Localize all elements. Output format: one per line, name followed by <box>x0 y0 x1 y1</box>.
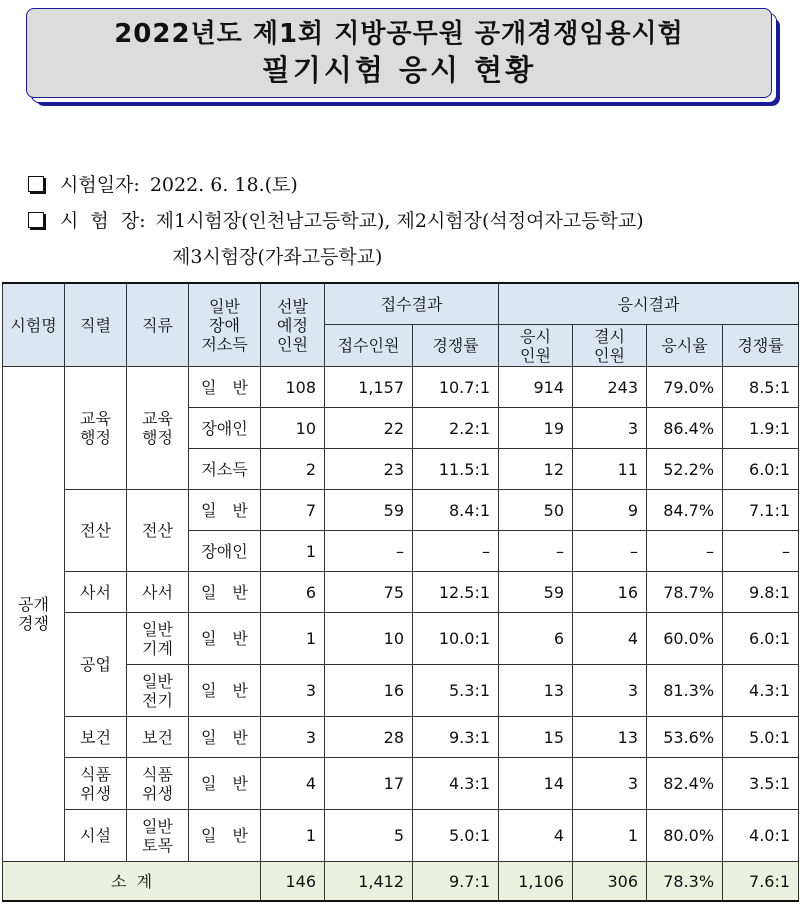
title-banner <box>26 8 786 106</box>
absent-cell: 3 <box>573 665 647 717</box>
competition-1-cell: 8.4:1 <box>413 490 499 531</box>
category-char: 반 <box>232 826 248 845</box>
applied-cell: 6 <box>499 613 573 665</box>
exam-date-label: 시험일자: <box>60 174 140 196</box>
exam-date-value: 2022. 6. 18.(토) <box>149 174 298 196</box>
planned-cell: 6 <box>261 572 325 613</box>
received-cell: 28 <box>325 717 413 758</box>
category-char: 일 <box>201 629 217 648</box>
rate-cell: 82.4% <box>647 758 723 810</box>
absent-cell: 3 <box>573 408 647 449</box>
header-reception-result: 접수결과 <box>325 283 499 325</box>
planned-cell: 4 <box>261 758 325 810</box>
class-cell: 사서 <box>127 572 189 613</box>
header-absent: 결시 인원 <box>573 325 647 367</box>
received-cell: 22 <box>325 408 413 449</box>
category-cell <box>189 810 261 862</box>
planned-cell: 1 <box>261 613 325 665</box>
header-received: 접수인원 <box>325 325 413 367</box>
series-cell: 전산 <box>65 490 127 572</box>
competition-1-cell: 2.2:1 <box>413 408 499 449</box>
table-row <box>3 490 799 531</box>
competition-1-cell: – <box>413 531 499 572</box>
competition-1-cell: 12.5:1 <box>413 572 499 613</box>
category-char: 반 <box>232 681 248 700</box>
rate-cell: 80.0% <box>647 810 723 862</box>
header-exam-name: 시험명 <box>3 283 65 367</box>
category-char: 일 <box>201 377 217 397</box>
planned-cell: 108 <box>261 367 325 408</box>
title-box <box>26 8 772 98</box>
planned-cell: 10 <box>261 408 325 449</box>
category-cell <box>189 367 261 408</box>
applied-cell: 19 <box>499 408 573 449</box>
total-row <box>3 862 799 902</box>
category-char: 일 <box>201 774 217 793</box>
series-cell: 교육 행정 <box>65 367 127 490</box>
category-char: 일 <box>201 500 217 520</box>
competition-1-cell: 11.5:1 <box>413 449 499 490</box>
header-series: 직렬 <box>65 283 127 367</box>
applied-cell: 14 <box>499 758 573 810</box>
competition-2-cell: 9.8:1 <box>723 572 799 613</box>
category-cell <box>189 717 261 758</box>
rate-cell: 60.0% <box>647 613 723 665</box>
header-exam-result: 응시결과 <box>499 283 799 325</box>
header-rate: 응시율 <box>647 325 723 367</box>
category-cell <box>189 613 261 665</box>
competition-2-cell: – <box>723 531 799 572</box>
planned-cell: 7 <box>261 490 325 531</box>
applied-cell: – <box>499 531 573 572</box>
competition-2-cell: 7.1:1 <box>723 490 799 531</box>
rate-cell: 53.6% <box>647 717 723 758</box>
exam-date-line <box>28 170 298 197</box>
competition-1-cell: 10.0:1 <box>413 613 499 665</box>
header-competition-2: 경쟁률 <box>723 325 799 367</box>
absent-cell: 3 <box>573 758 647 810</box>
category-char: 반 <box>232 727 248 747</box>
received-cell: – <box>325 531 413 572</box>
category-char: 반 <box>232 629 248 648</box>
competition-2-cell: 4.3:1 <box>723 665 799 717</box>
series-cell: 식품 위생 <box>65 758 127 810</box>
table-row <box>3 810 799 862</box>
absent-cell: 13 <box>573 717 647 758</box>
category-char: 일 <box>201 727 217 747</box>
applied-cell: 12 <box>499 449 573 490</box>
exam-status-table <box>2 282 799 902</box>
planned-cell: 3 <box>261 665 325 717</box>
exam-name-cell: 공개 경쟁 <box>3 367 65 862</box>
rate-cell: 78.7% <box>647 572 723 613</box>
table-row <box>3 613 799 665</box>
exam-venue-value-1: 제1시험장(인천남고등학교), 제2시험장(석정여자고등학교) <box>155 210 644 232</box>
category-char: 반 <box>232 500 248 520</box>
applied-cell: 59 <box>499 572 573 613</box>
category-cell: 장애인 <box>189 408 261 449</box>
category-char: 일 <box>201 582 217 602</box>
exam-venue-line <box>28 206 644 233</box>
rate-cell: 81.3% <box>647 665 723 717</box>
absent-cell: 11 <box>573 449 647 490</box>
planned-cell: 2 <box>261 449 325 490</box>
table-body <box>3 367 799 902</box>
absent-cell: 1 <box>573 810 647 862</box>
rate-cell: 86.4% <box>647 408 723 449</box>
series-cell: 보건 <box>65 717 127 758</box>
planned-cell: 3 <box>261 717 325 758</box>
header-applied: 응시 인원 <box>499 325 573 367</box>
planned-cell: 1 <box>261 531 325 572</box>
applied-cell: 50 <box>499 490 573 531</box>
total-competition-1: 9.7:1 <box>413 862 499 902</box>
competition-1-cell: 10.7:1 <box>413 367 499 408</box>
total-planned: 146 <box>261 862 325 902</box>
table-row <box>3 717 799 758</box>
competition-2-cell: 4.0:1 <box>723 810 799 862</box>
exam-venue-label: 시 험 장: <box>60 210 146 232</box>
total-competition-2: 7.6:1 <box>723 862 799 902</box>
competition-2-cell: 5.0:1 <box>723 717 799 758</box>
competition-1-cell: 5.0:1 <box>413 810 499 862</box>
total-absent: 306 <box>573 862 647 902</box>
rate-cell: 79.0% <box>647 367 723 408</box>
competition-2-cell: 1.9:1 <box>723 408 799 449</box>
title-line-1: 2022년도 제1회 지방공무원 공개경쟁임용시험 <box>114 19 684 49</box>
category-cell <box>189 490 261 531</box>
category-char: 반 <box>232 582 248 602</box>
header-category: 일반 장애 저소득 <box>189 283 261 367</box>
checkbox-bullet-icon <box>28 212 44 228</box>
applied-cell: 914 <box>499 367 573 408</box>
competition-1-cell: 5.3:1 <box>413 665 499 717</box>
received-cell: 23 <box>325 449 413 490</box>
series-cell: 사서 <box>65 572 127 613</box>
checkbox-bullet-icon <box>28 176 44 192</box>
table-row <box>3 367 799 408</box>
applied-cell: 13 <box>499 665 573 717</box>
category-cell: 장애인 <box>189 531 261 572</box>
planned-cell: 1 <box>261 810 325 862</box>
series-cell: 공업 <box>65 613 127 717</box>
total-rate: 78.3% <box>647 862 723 902</box>
category-cell: 저소득 <box>189 449 261 490</box>
header-class: 직류 <box>127 283 189 367</box>
competition-2-cell: 8.5:1 <box>723 367 799 408</box>
title-line-2: 필기시험 응시 현황 <box>261 53 537 87</box>
category-char: 일 <box>201 826 217 845</box>
absent-cell: 9 <box>573 490 647 531</box>
absent-cell: 4 <box>573 613 647 665</box>
class-cell: 교육 행정 <box>127 367 189 490</box>
category-cell <box>189 665 261 717</box>
category-cell <box>189 758 261 810</box>
exam-venue-value-2: 제3시험장(가좌고등학교) <box>172 246 383 268</box>
class-cell: 식품 위생 <box>127 758 189 810</box>
received-cell: 59 <box>325 490 413 531</box>
table-row <box>3 758 799 810</box>
applied-cell: 15 <box>499 717 573 758</box>
received-cell: 17 <box>325 758 413 810</box>
class-cell: 보건 <box>127 717 189 758</box>
rate-cell: 52.2% <box>647 449 723 490</box>
rate-cell: – <box>647 531 723 572</box>
series-cell: 시설 <box>65 810 127 862</box>
class-cell: 일반 토목 <box>127 810 189 862</box>
received-cell: 16 <box>325 665 413 717</box>
header-planned: 선발 예정 인원 <box>261 283 325 367</box>
competition-1-cell: 4.3:1 <box>413 758 499 810</box>
exam-venue-line-2 <box>172 242 382 269</box>
total-label: 소 계 <box>3 862 261 902</box>
header-competition-1: 경쟁률 <box>413 325 499 367</box>
absent-cell: 243 <box>573 367 647 408</box>
applied-cell: 4 <box>499 810 573 862</box>
absent-cell: – <box>573 531 647 572</box>
received-cell: 10 <box>325 613 413 665</box>
absent-cell: 16 <box>573 572 647 613</box>
class-cell: 일반 기계 <box>127 613 189 665</box>
competition-2-cell: 6.0:1 <box>723 449 799 490</box>
category-char: 반 <box>232 377 248 397</box>
total-applied: 1,106 <box>499 862 573 902</box>
category-char: 일 <box>201 681 217 700</box>
class-cell: 일반 전기 <box>127 665 189 717</box>
class-cell: 전산 <box>127 490 189 572</box>
competition-2-cell: 6.0:1 <box>723 613 799 665</box>
category-cell <box>189 572 261 613</box>
table-row <box>3 572 799 613</box>
received-cell: 5 <box>325 810 413 862</box>
category-char: 반 <box>232 774 248 793</box>
competition-2-cell: 3.5:1 <box>723 758 799 810</box>
rate-cell: 84.7% <box>647 490 723 531</box>
received-cell: 1,157 <box>325 367 413 408</box>
competition-1-cell: 9.3:1 <box>413 717 499 758</box>
total-received: 1,412 <box>325 862 413 902</box>
received-cell: 75 <box>325 572 413 613</box>
